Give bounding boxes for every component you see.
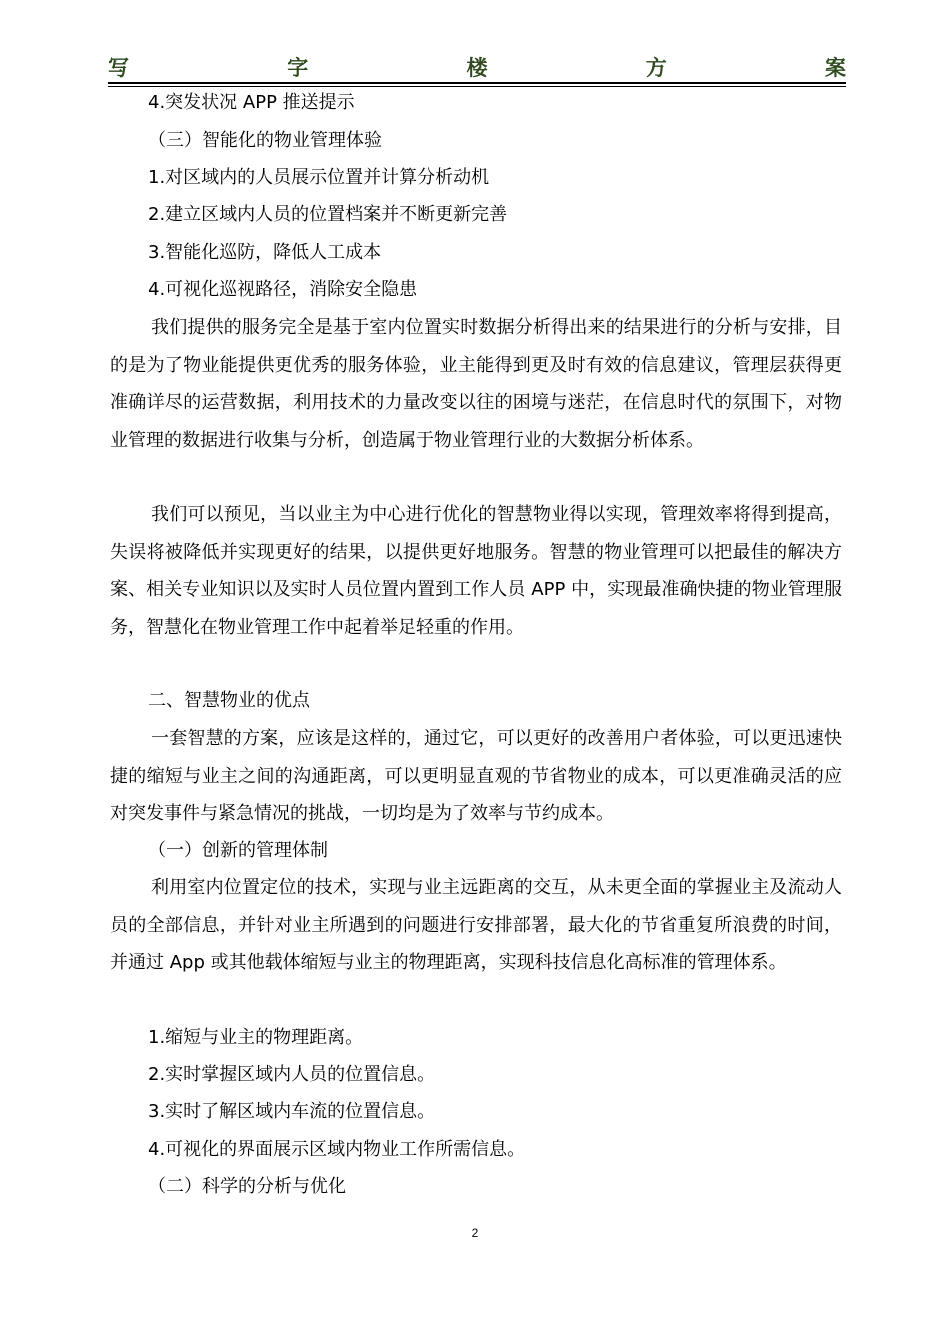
header-char: 写 [108, 56, 129, 80]
list-item: 3.智能化巡防，降低人工成本 [148, 242, 382, 263]
section-heading: 二、智慧物业的优点 [148, 690, 310, 711]
list-item: 2.实时掌握区域内人员的位置信息。 [148, 1064, 436, 1085]
list-item: 1.缩短与业主的物理距离。 [148, 1027, 364, 1048]
header-char: 案 [825, 56, 846, 80]
section-heading: （一）创新的管理体制 [148, 840, 328, 861]
list-item: 4.可视化巡视路径，消除安全隐患 [148, 279, 418, 300]
body-paragraph: 利用室内位置定位的技术，实现与业主远距离的交互，从未更全面的掌握业主及流动人员的全部信息，并针对业主所遇到的问题进行安排部署，最大化的节省重复所浪费的时间，并通过 App 或其他载体缩短与业主的物理距离，实现科技信息化高标准的管理体系。 [110, 877, 842, 973]
header-char: 字 [287, 56, 309, 80]
list-item: 4.可视化的界面展示区域内物业工作所需信息。 [148, 1139, 526, 1160]
list-item: 2.建立区域内人员的位置档案并不断更新完善 [148, 204, 508, 225]
header-char: 楼 [466, 56, 488, 80]
body-paragraph: 一套智慧的方案，应该是这样的，通过它，可以更好的改善用户者体验，可以更迅速快捷的缩短与业主之间的沟通距离，可以更明显直观的节省物业的成本，可以更准确灵活的应对突发事件与紧急情况的挑战，一切均是为了效率与节约成本。 [110, 728, 842, 824]
section-heading: （二）科学的分析与优化 [148, 1176, 346, 1197]
header-char: 方 [645, 56, 667, 80]
list-item: 4.突发状况 APP 推送提示 [148, 92, 355, 113]
body-paragraph: 我们可以预见，当以业主为中心进行优化的智慧物业得以实现，管理效率将得到提高，失误将被降低并实现更好的结果，以提供更好地服务。智慧的物业管理可以把最佳的解决方案、相关专业知识以及实时人员位置内置到工作人员 APP 中，实现最准确快捷的物业管理服务，智慧化在物业管理工作中起着举足轻重的作用。 [110, 504, 842, 638]
page-header [108, 52, 846, 82]
list-item: 3.实时了解区域内车流的位置信息。 [148, 1101, 436, 1122]
list-item: 1.对区域内的人员展示位置并计算分析动机 [148, 167, 490, 188]
page-number: 2 [471, 1226, 479, 1240]
section-heading: （三）智能化的物业管理体验 [148, 130, 382, 151]
body-paragraph: 我们提供的服务完全是基于室内位置实时数据分析得出来的结果进行的分析与安排，目的是为了物业能提供更优秀的服务体验，业主能得到更及时有效的信息建议，管理层获得更准确详尽的运营数据，利用技术的力量改变以往的困境与迷茫，在信息时代的氛围下，对物业管理的数据进行收集与分析，创造属于物业管理行业的大数据分析体系。 [110, 317, 842, 451]
